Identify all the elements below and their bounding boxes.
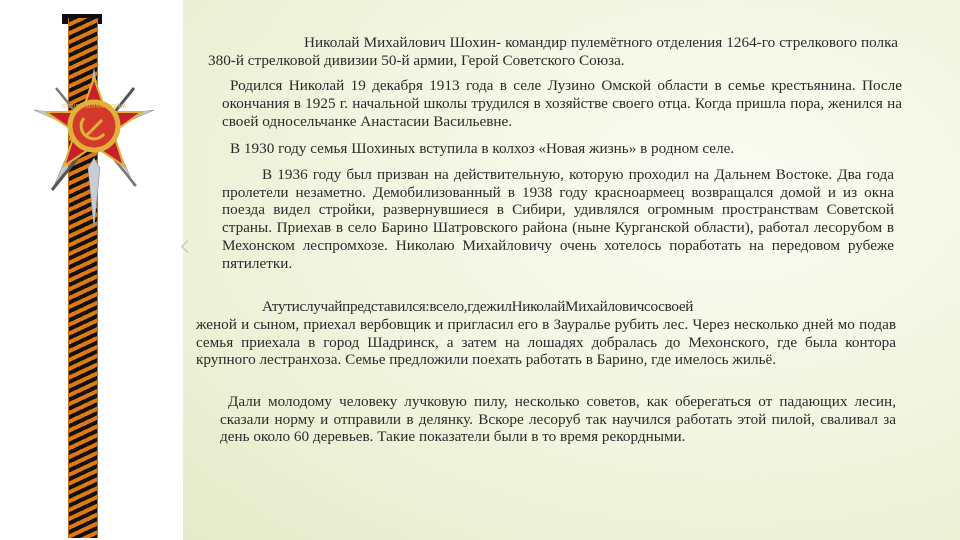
paragraph-intro: Николай Михайлович Шохин- командир пулемётного отделения 1264-го стрелкового полка 380-й стрелковой дивизии 50-й армии, Герой Советского Союза. [208, 34, 898, 69]
paragraph-recruiter-first-line: Атутислучайпредставился:вселo,гдежилНиколайМихайловичсосвоей [262, 298, 694, 315]
paragraph-collective-farm: В 1930 году семья Шохиных вступила в колхоз «Новая жизнь» в родном селе. [230, 140, 735, 157]
paragraph-recruiter: женой и сыном, приехал вербовщик и пригласил его в Зауралье рубить лес. Через несколько дней мо подав семья приехала в город Шадринск, а затем на лошадях добралась до Мехонского, где была контора крупного лестранхоза. Семье предложили поехать работать в Барино, где имелось жильё. [196, 316, 896, 369]
paragraph-birth: Родился Николай 19 декабря 1913 года в селе Лузино Омской области в семье крестьянина. После окончания в 1925 г. начальной школы трудился в хозяйстве своего отца. Когда пришла пора, женился на своей односельчанке Анастасии Васильевне. [222, 77, 902, 130]
svg-text:ОТЕЧЕСТВЕННАЯ ВОЙНА: ОТЕЧЕСТВЕННАЯ ВОЙНА [61, 104, 127, 110]
paragraph-army-service: В 1936 году был призван на действительную, которую проходил на Дальнем Востоке. Два года пролетели незаметно. Демобилизованный в 1938 году красноармеец возвращался домой и из окна поезда видел стройки, развернувшиеся в Сибири, удивлялся огромным пространствам Советской страны. Приехав в село Барино Шатровского района (ныне Курганской области), работал лесорубом в Мехонском леспромхозе. Николаю Михайловичу очень хотелось поработать на передовом рубеже пятилетки. [222, 166, 894, 272]
order-of-patriotic-war-icon [34, 68, 154, 268]
paragraph-lumberjack: Дали молодому человеку лучковую пилу, несколько советов, как оберегаться от падающих лесин, сказали норму и отправили в делянку. Вскоре лесоруб так научился работать этой пилой, сваливал за день около 60 деревьев. Такие показатели были в то время рекордными. [220, 393, 896, 446]
